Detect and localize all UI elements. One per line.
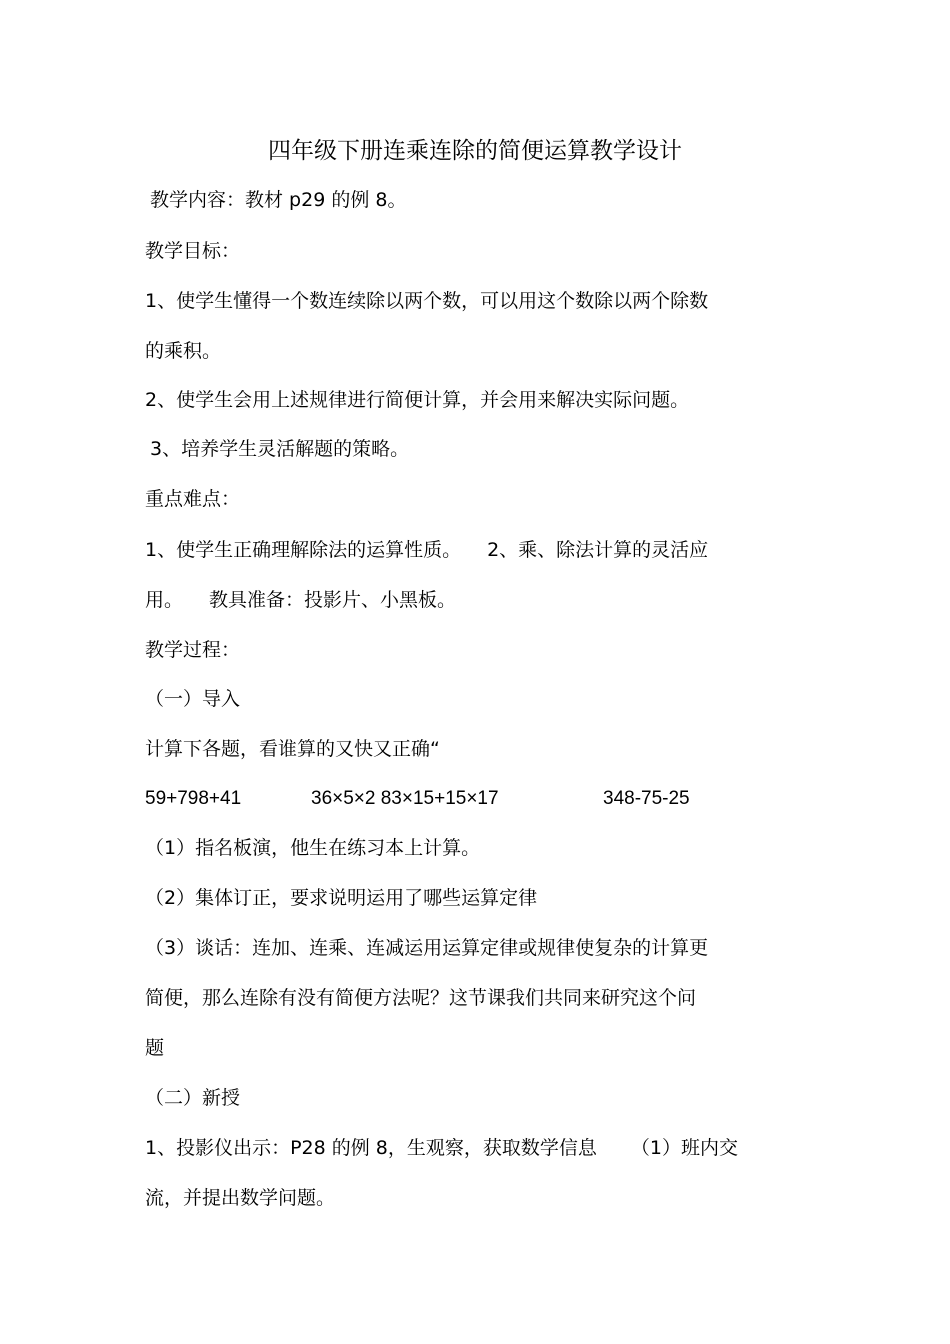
document-title: 四年级下册连乘连除的简便运算教学设计 [268, 138, 682, 164]
new-1-line-2: 流，并提出数学问题。 [145, 1187, 336, 1209]
key-points-line-1 [145, 537, 708, 563]
process-heading: 教学过程： [145, 639, 241, 661]
new-1-line-1 [145, 1135, 738, 1161]
step-1: （1）指名板演，他生在练习本上计算。 [145, 837, 481, 859]
goal-2: 2、使学生会用上述规律进行简便计算，并会用来解决实际问题。 [145, 389, 690, 411]
goal-1-line-1: 1、使学生懂得一个数连续除以两个数，可以用这个数除以两个除数 [145, 290, 709, 312]
key-point-2: 2、乘、除法计算的灵活应 [487, 539, 709, 561]
intro-text: 计算下各题，看谁算的又快又正确“ [145, 738, 440, 760]
step-3-line-3: 题 [145, 1037, 165, 1059]
key-point-2-end: 用。 [145, 589, 184, 611]
new-1-sub: （1）班内交 [630, 1137, 738, 1159]
goal-heading: 教学目标： [145, 240, 241, 262]
exercise-1: 59+798+41 [145, 788, 242, 809]
step-2: （2）集体订正，要求说明运用了哪些运算定律 [145, 887, 538, 909]
goal-1-line-2: 的乘积。 [145, 340, 222, 362]
exercise-2: 36×5×2 83×15+15×17 [311, 788, 499, 809]
step-3-line-1: （3）谈话：连加、连乘、连减运用运算定律或规律使复杂的计算更 [145, 937, 709, 959]
exercise-3: 348-75-25 [603, 788, 690, 809]
goal-3: 3、培养学生灵活解题的策略。 [150, 438, 410, 460]
key-heading: 重点难点： [145, 488, 241, 510]
key-point-1: 1、使学生正确理解除法的运算性质。 [145, 539, 462, 561]
section-1-heading: （一）导入 [145, 688, 241, 710]
teaching-tools: 教具准备：投影片、小黑板。 [209, 589, 457, 611]
step-3-line-2: 简便，那么连除有没有简便方法呢？这节课我们共同来研究这个问 [145, 987, 697, 1009]
section-2-heading: （二）新授 [145, 1087, 241, 1109]
key-points-line-2 [145, 587, 456, 613]
new-1-text: 1、投影仪出示：P28 的例 8，生观察，获取数学信息 [145, 1137, 597, 1159]
teaching-content: 教学内容：教材 p29 的例 8。 [150, 189, 407, 211]
